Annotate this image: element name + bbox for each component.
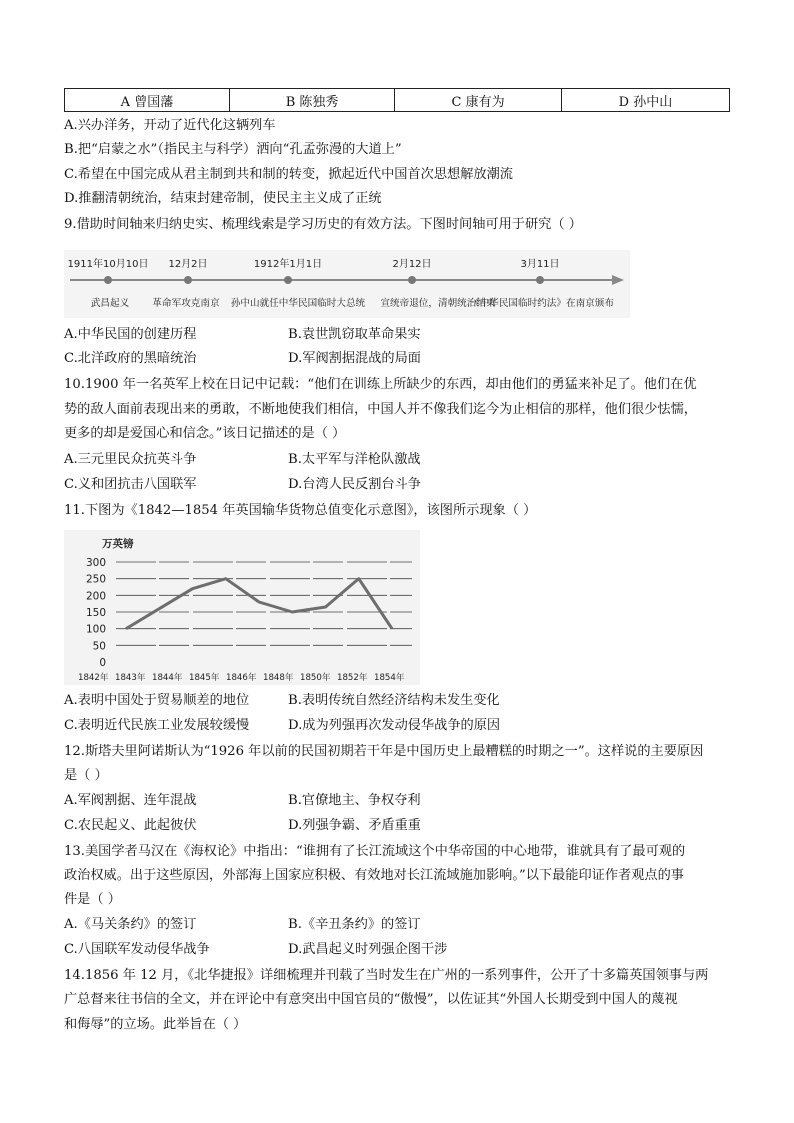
timeline-event-1: 武昌起义	[90, 298, 130, 309]
timeline-point-3	[284, 276, 292, 284]
q13-option-c: C.八国联军发动侵华战争	[64, 942, 210, 957]
timeline-date-2: 12月2日	[168, 259, 208, 270]
timeline-date-3: 1912年1月1日	[253, 259, 323, 270]
chart-xtick-label: 1854年	[374, 673, 405, 683]
chart-svg	[64, 530, 420, 685]
q10-option-d: D.台湾人民反割台斗争	[288, 477, 421, 492]
q10-stem-line-1: 10.1900 年一名英军上校在日记中记载：“他们在训练上所缺少的东西，却由他们的勇猛来补足了。他们在优	[64, 377, 697, 392]
timeline-point-2	[184, 276, 192, 284]
q8-option-b: B.把“启蒙之水”（指民主与科学）洒向“孔孟弥漫的大道上”	[64, 142, 402, 157]
timeline-event-4: 宣统帝退位，清朝统治结束	[380, 298, 496, 309]
table-cell-c: C 康有为	[395, 89, 562, 112]
timeline-svg	[64, 250, 630, 318]
timeline-point-4	[408, 276, 416, 284]
chart-xtick-label: 1842年	[78, 673, 109, 683]
q12-option-b: B.官僚地主、争权夺利	[288, 793, 421, 808]
q13-stem-line-2: 政治权威。出于这些原因，外部海上国家应积极、有效地对长江流域施加影响。”以下最能印证作者观点的事	[64, 868, 684, 883]
q9-option-a: A.中华民国的创建历程	[64, 327, 197, 342]
q10-option-b: B.太平军与洋枪队激战	[288, 452, 421, 467]
chart-series-line	[126, 579, 392, 629]
timeline-event-3: 孙中山就任中华民国临时大总统	[230, 298, 366, 309]
q10-option-c: C.义和团抗击八国联军	[64, 477, 197, 492]
q11-stem: 11.下图为《1842—1854 年英国输华货物总值变化示意图》，该图所示现象（ ）	[64, 503, 537, 518]
chart-xtick-label: 1850年	[300, 673, 331, 683]
chart-ytick-label: 100	[85, 623, 106, 636]
q8-option-c: C.希望在中国完成从君主制到共和制的转变，掀起近代中国首次思想解放潮流	[64, 167, 513, 182]
chart-ytick-label: 0	[99, 657, 106, 669]
q12-option-d: D.列强争霸、矛盾重重	[288, 818, 421, 833]
chart-ytick-label: 300	[85, 557, 106, 569]
chart-ylabel: 万英镑	[102, 538, 134, 550]
chart-xtick-label: 1846年	[226, 673, 257, 683]
figure-options-table	[64, 88, 730, 112]
q12-stem-line-2: 是（ ）	[64, 768, 108, 783]
chart-xtick-label: 1852年	[337, 673, 368, 683]
timeline-event-2: 革命军攻克南京	[152, 298, 220, 309]
timeline-event-5: 《中华民国临时约法》在南京颁布	[470, 298, 614, 309]
chart-xtick-label: 1844年	[152, 673, 183, 683]
q8-option-a: A.兴办洋务，开动了近代化这辆列车	[64, 118, 276, 133]
q10-stem-line-2: 势的敌人面前表现出来的勇敢，不断地使我们相信，中国人并不像我们迄今为止相信的那样，他们很少怯懦，	[64, 402, 697, 417]
q13-stem-line-3: 件是（ ）	[64, 892, 121, 907]
table-cell-b: B 陈独秀	[229, 89, 394, 112]
q9-stem: 9.借助时间轴来归纳史实、梳理线索是学习历史的有效方法。下图时间轴可用于研究（ ）	[64, 217, 582, 232]
timeline-date-4: 2月12日	[392, 259, 432, 270]
q14-stem-line-3: 和侮辱”的立场。此举旨在（ ）	[64, 1017, 247, 1032]
q9-option-c: C.北洋政府的黑暗统治	[64, 351, 197, 366]
q12-stem-line-1: 12.斯塔夫里阿诺斯认为“1926 年以前的民国初期若干年是中国历史上最糟糕的时期之一”。这样说的主要原因	[64, 744, 704, 759]
q11-line-chart	[64, 530, 420, 685]
chart-ytick-label: 50	[92, 640, 106, 653]
chart-xtick-label: 1848年	[263, 673, 294, 683]
timeline-point-1	[104, 276, 112, 284]
q11-option-d: D.成为列强再次发动侵华战争的原因	[288, 718, 501, 733]
q10-option-a: A.三元里民众抗英斗争	[64, 452, 197, 467]
q14-stem-line-2: 广总督来往书信的全文，并在评论中有意突出中国官员的“傲慢”，以佐证其“外国人长期受到中国人的蔑视	[64, 992, 678, 1007]
chart-xtick-label: 1843年	[115, 673, 146, 683]
timeline-point-5	[536, 276, 544, 284]
q12-option-c: C.农民起义、此起彼伏	[64, 818, 197, 833]
chart-ytick-label: 200	[85, 590, 106, 603]
q9-option-b: B.袁世凯窃取革命果实	[288, 327, 421, 342]
q11-option-a: A.表明中国处于贸易顺差的地位	[64, 693, 250, 708]
q13-option-b: B.《辛丑条约》的签订	[288, 917, 421, 932]
chart-ytick-label: 250	[85, 573, 106, 586]
q9-timeline-figure	[64, 250, 630, 318]
q11-option-b: B.表明传统自然经济结构未发生变化	[288, 693, 500, 708]
timeline-date-1: 1911年10月10日	[67, 259, 149, 270]
table-cell-d: D 孙中山	[561, 89, 729, 112]
chart-xtick-label: 1845年	[189, 673, 220, 683]
q13-stem-line-1: 13.美国学者马汉在《海权论》中指出：“谁拥有了长江流域这个中华帝国的中心地带，谁就具有了最可观的	[64, 844, 686, 859]
q13-option-a: A.《马关条约》的签订	[64, 917, 197, 932]
chart-ytick-label: 150	[85, 607, 106, 619]
q14-stem-line-1: 14.1856 年 12 月，《北华捷报》详细梳理并刊载了当时发生在广州的一系列事件，公开了十多篇英国领事与两	[64, 968, 709, 983]
q9-option-d: D.军阀割据混战的局面	[288, 351, 421, 366]
timeline-date-5: 3月11日	[520, 259, 560, 270]
q10-stem-line-3: 更多的却是爱国心和信念。”该日记描述的是（ ）	[64, 426, 346, 441]
q13-option-d: D.武昌起义时列强企图干涉	[288, 942, 448, 957]
timeline-arrow-icon	[612, 275, 624, 285]
q12-option-a: A.军阀割据、连年混战	[64, 793, 197, 808]
q11-option-c: C.表明近代民族工业发展较缓慢	[64, 718, 250, 733]
table-cell-a: A 曾国藩	[65, 89, 230, 112]
q8-option-d: D.推翻清朝统治，结束封建帝制，使民主主义成了正统	[64, 191, 382, 206]
